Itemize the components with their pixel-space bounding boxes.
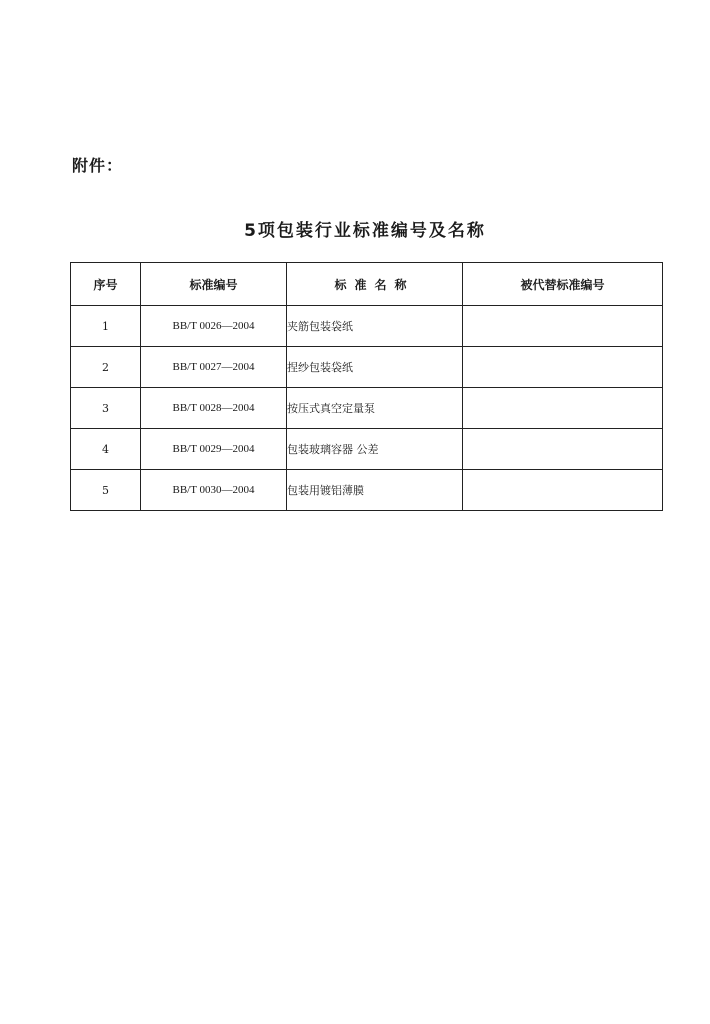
row-code: BB/T 0028—2004 [141,388,287,429]
table-header-row [71,263,663,306]
row-code: BB/T 0027—2004 [141,347,287,388]
table-row [71,306,663,347]
row-name: 捏纱包装袋纸 [287,347,463,388]
header-replaced: 被代替标准编号 [463,263,663,306]
table-row [71,470,663,511]
document-title: 5项包装行业标准编号及名称 [244,221,486,241]
header-code: 标准编号 [141,263,287,306]
attachment-label: 附件： [72,156,124,175]
row-no: 5 [71,470,141,511]
row-replaced [463,470,663,511]
table-row [71,388,663,429]
row-replaced [463,388,663,429]
row-name: 包装玻璃容器 公差 [287,429,463,470]
row-replaced [463,306,663,347]
table-row [71,429,663,470]
header-no: 序号 [71,263,141,306]
row-code: BB/T 0029—2004 [141,429,287,470]
row-replaced [463,429,663,470]
row-no: 3 [71,388,141,429]
header-name: 标准名称 [287,263,463,306]
row-no: 4 [71,429,141,470]
row-replaced [463,347,663,388]
row-no: 1 [71,306,141,347]
row-code: BB/T 0026—2004 [141,306,287,347]
row-no: 2 [71,347,141,388]
table-row [71,347,663,388]
row-name: 夹筋包装袋纸 [287,306,463,347]
row-code: BB/T 0030—2004 [141,470,287,511]
row-name: 包装用镀铝薄膜 [287,470,463,511]
row-name: 按压式真空定量泵 [287,388,463,429]
standards-table [70,262,663,511]
